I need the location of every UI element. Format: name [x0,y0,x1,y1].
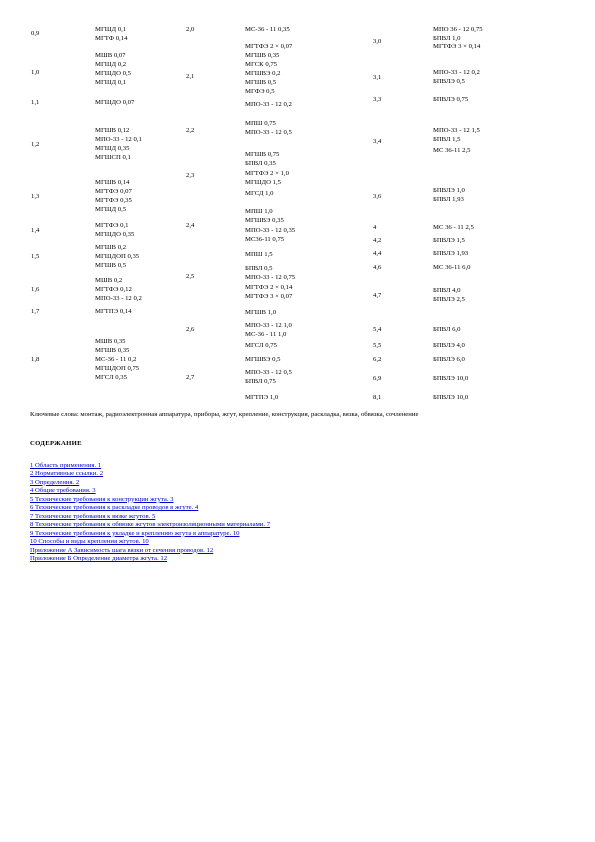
table-cell: МШВ 0,07 [95,52,126,59]
table-cell: МГТФЭ 2 × 0,14 [245,284,293,291]
table-cell: МГТФЭ 0,12 [95,286,132,293]
table-cell: МГШДО 0,35 [95,231,135,238]
table-cell: МГШВЭ 0,5 [245,356,281,363]
table-cell: МПО-33 - 12 0,1 [95,136,142,143]
table-cell: МГШД 0,1 [95,79,127,86]
table-cell: 2,2 [186,127,195,134]
table-cell: 3,0 [373,38,382,45]
table-cell: 2,7 [186,374,195,381]
table-cell: МГСЛ 0,75 [245,342,277,349]
table-cell: МГШВ 0,12 [95,127,130,134]
toc-link[interactable]: 2 Нормативные ссылки. 2 [30,470,104,478]
table-cell: 1,1 [31,99,40,106]
table-cell: МГШД 0,2 [95,61,127,68]
toc-link[interactable]: 1 Область применения. 1 [30,462,102,469]
table-cell: МГШВ 0,35 [95,347,130,354]
table-cell: 3,3 [373,96,382,103]
toc-link[interactable]: Приложение Б Определение диаметра жгута. 12 [30,554,168,562]
table-cell: БПВЛЭ 0,5 [433,78,465,85]
table-cell: МГТФЭ 3 × 0,14 [433,43,481,50]
table-cell: БПВЛ 0,5 [245,265,273,272]
table-cell: МГШВ 1,0 [245,309,277,316]
table-cell: БПВЛ 0,75 [245,378,276,385]
toc-link[interactable]: 5 Технические требования к конструкции жгута. 3 [30,495,174,503]
table-cell: 3,1 [373,74,382,81]
table-cell: 4,4 [373,250,382,257]
table-cell: МГШДО 0,07 [95,99,135,106]
table-cell: БПВЛЭ 1,5 [433,237,465,244]
table-cell: МПО 36 - 12 0,75 [433,26,483,33]
table-cell: 4 [373,224,377,231]
table-cell: БПВЛЭ 4,0 [433,342,465,349]
keywords-line: Ключевые слова: монтаж, радиоэлектронная аппаратура, приборы, жгут, крепление, конструкция, раскладка, вязка, обвязка, сочленение [30,411,419,418]
table-cell: МГШВЭ 0,35 [245,217,284,224]
toc-link[interactable]: 7 Технические требования к вязке жгутов. 5 [30,512,156,520]
table-cell: МГШВЭ 0,2 [245,70,281,77]
toc-link[interactable]: 3 Определения. 2 [30,478,80,486]
toc-link[interactable]: 9 Технические требования к укладке и креплению жгута в аппаратуре. 10 [30,529,240,537]
table-cell: МПШ 1,5 [245,251,273,258]
table-cell: 3,6 [373,193,382,200]
table-cell: 2,6 [186,326,195,333]
table-of-contents [30,462,270,563]
table-cell: БПВЛ 1,93 [433,196,464,203]
table-cell: МГСД 1,0 [245,190,274,197]
table-cell: МГТФЭ 0,07 [95,188,132,195]
table-cell: 1,7 [31,308,40,315]
table-cell: 2,5 [186,273,195,280]
table-cell: МГТФЭ 2 × 1,0 [245,170,289,177]
toc-link[interactable]: Приложение А Зависимость шага вязки от сечения проводов. 12 [30,546,214,554]
table-cell: МС-36 - 11 1,0 [245,331,287,338]
table-cell: МГШДОП 0,35 [95,253,140,260]
table-cell: МГФЭ 0,5 [245,88,275,95]
table-cell: МШВ 0,35 [95,338,126,345]
table-cell: МГТФЭ 0,1 [95,222,129,229]
table-cell: МПО-33 - 12 0,5 [245,369,292,376]
table-cell: МГСК 0,75 [245,61,278,68]
table-cell: МС-36 - 11 0,35 [245,26,290,33]
table-cell: БПВЛЭ 10,0 [433,375,469,382]
table-cell: МС 36-11 6,0 [433,264,471,271]
table-cell: 2,3 [186,172,195,179]
table-cell: МГШВ 0,35 [245,52,280,59]
table-cell: 4,2 [373,237,382,244]
toc-link[interactable]: 6 Технические требования к раскладке проводов в жгуте. 4 [30,504,199,512]
table-cell: МС36-11 0,75 [245,236,285,243]
table-cell: БПВЛЭ 1,93 [433,250,469,257]
table-cell: 1,8 [31,356,40,363]
table-cell: МГТФЭ 3 × 0,07 [245,293,293,300]
table-cell: МПШ 1,0 [245,208,273,215]
table-cell: 3,4 [373,138,382,145]
table-cell: 1,6 [31,286,40,293]
table-cell: 6,2 [373,356,382,363]
table-cell: МС 36-11 2,5 [433,147,471,154]
table-cell: 1,2 [31,141,40,148]
table-cell: БПВЛ 6,0 [433,326,461,333]
toc-link[interactable]: 8 Технические требования к обвязке жгутов электроизоляционными материалами. 7 [30,521,271,529]
table-cell: МГШДО 0,5 [95,70,131,77]
table-cell: 5,4 [373,326,382,333]
table-cell: МГШДО 1,5 [245,179,281,186]
table-cell: МПО-33 - 12 0,35 [245,227,296,234]
table-cell: МПО-33 - 12 1,0 [245,322,292,329]
table-cell: БПВЛЭ 10,0 [433,394,469,401]
table-cell: БПВЛЭ 6,0 [433,356,465,363]
table-cell: МГТПЭ 1,0 [245,394,279,401]
table-cell: МПО-33 - 12 0,5 [245,129,292,136]
table-cell: 6,9 [373,375,382,382]
table-cell: БПВЛ 0,35 [245,160,276,167]
table-cell: МГШДОП 0,75 [95,365,140,372]
table-cell: БПВЛ 1,0 [433,35,461,42]
table-cell: МПО-33 - 12 0,75 [245,274,296,281]
table-cell: МГШВ 0,5 [245,79,277,86]
table-cell: МС 36 - 11 2,5 [433,224,474,231]
table-cell: МС-36 - 11 0,2 [95,356,137,363]
table-cell: МГТФ 0,14 [95,35,128,42]
table-cell: 4,6 [373,264,382,271]
table-cell: МПО-33 - 12 0,2 [245,101,292,108]
table-cell: 2,4 [186,222,195,229]
table-cell: 1,5 [31,253,40,260]
table-cell: МГТФЭ 0,35 [95,197,132,204]
table-cell: МГШВ 0,5 [95,262,127,269]
table-cell: МШВ 0,2 [95,277,123,284]
table-cell: МГШД 0,1 [95,26,127,33]
table-cell: 1,3 [31,193,40,200]
table-cell: МПО-33 - 12 1,5 [433,127,480,134]
table-cell: БПВЛ 1,5 [433,136,461,143]
table-cell: МПШ 0,75 [245,120,276,127]
table-cell: МГШД 0,35 [95,145,130,152]
table-cell: МПО-33 - 12 0,2 [95,295,142,302]
table-cell: БПВЛЭ 0,75 [433,96,469,103]
table-cell: 0,9 [31,30,40,37]
table-cell: 2,0 [186,26,195,33]
table-cell: 8,1 [373,394,382,401]
table-cell: МГТПЭ 0,14 [95,308,132,315]
table-cell: МГСЛ 0,35 [95,374,127,381]
table-cell: 2,1 [186,73,195,80]
table-cell: БПВЛЭ 2,5 [433,296,465,303]
toc-link[interactable]: 10 Способы и виды крепления жгутов. 10 [30,538,149,546]
table-cell: 5,5 [373,342,382,349]
toc-link[interactable]: 4 Общие требования. 3 [30,487,96,495]
table-cell: МПО-33 - 12 0,2 [433,69,480,76]
table-cell: МГШСП 0,1 [95,154,131,161]
table-cell: МГШВ 0,14 [95,179,130,186]
table-cell: МГШД 0,5 [95,206,127,213]
toc-title: СОДЕРЖАНИЕ [30,440,82,447]
table-cell: БПВЛ 4,0 [433,287,461,294]
table-cell: МГТФЭ 2 × 0,07 [245,43,293,50]
table-cell: 4,7 [373,292,382,299]
table-cell: 1,4 [31,227,40,234]
table-cell: МГШВ 0,75 [245,151,280,158]
table-cell: МГШВ 0,2 [95,244,127,251]
table-cell: 1,0 [31,69,40,76]
table-cell: БПВЛЭ 1,0 [433,187,465,194]
